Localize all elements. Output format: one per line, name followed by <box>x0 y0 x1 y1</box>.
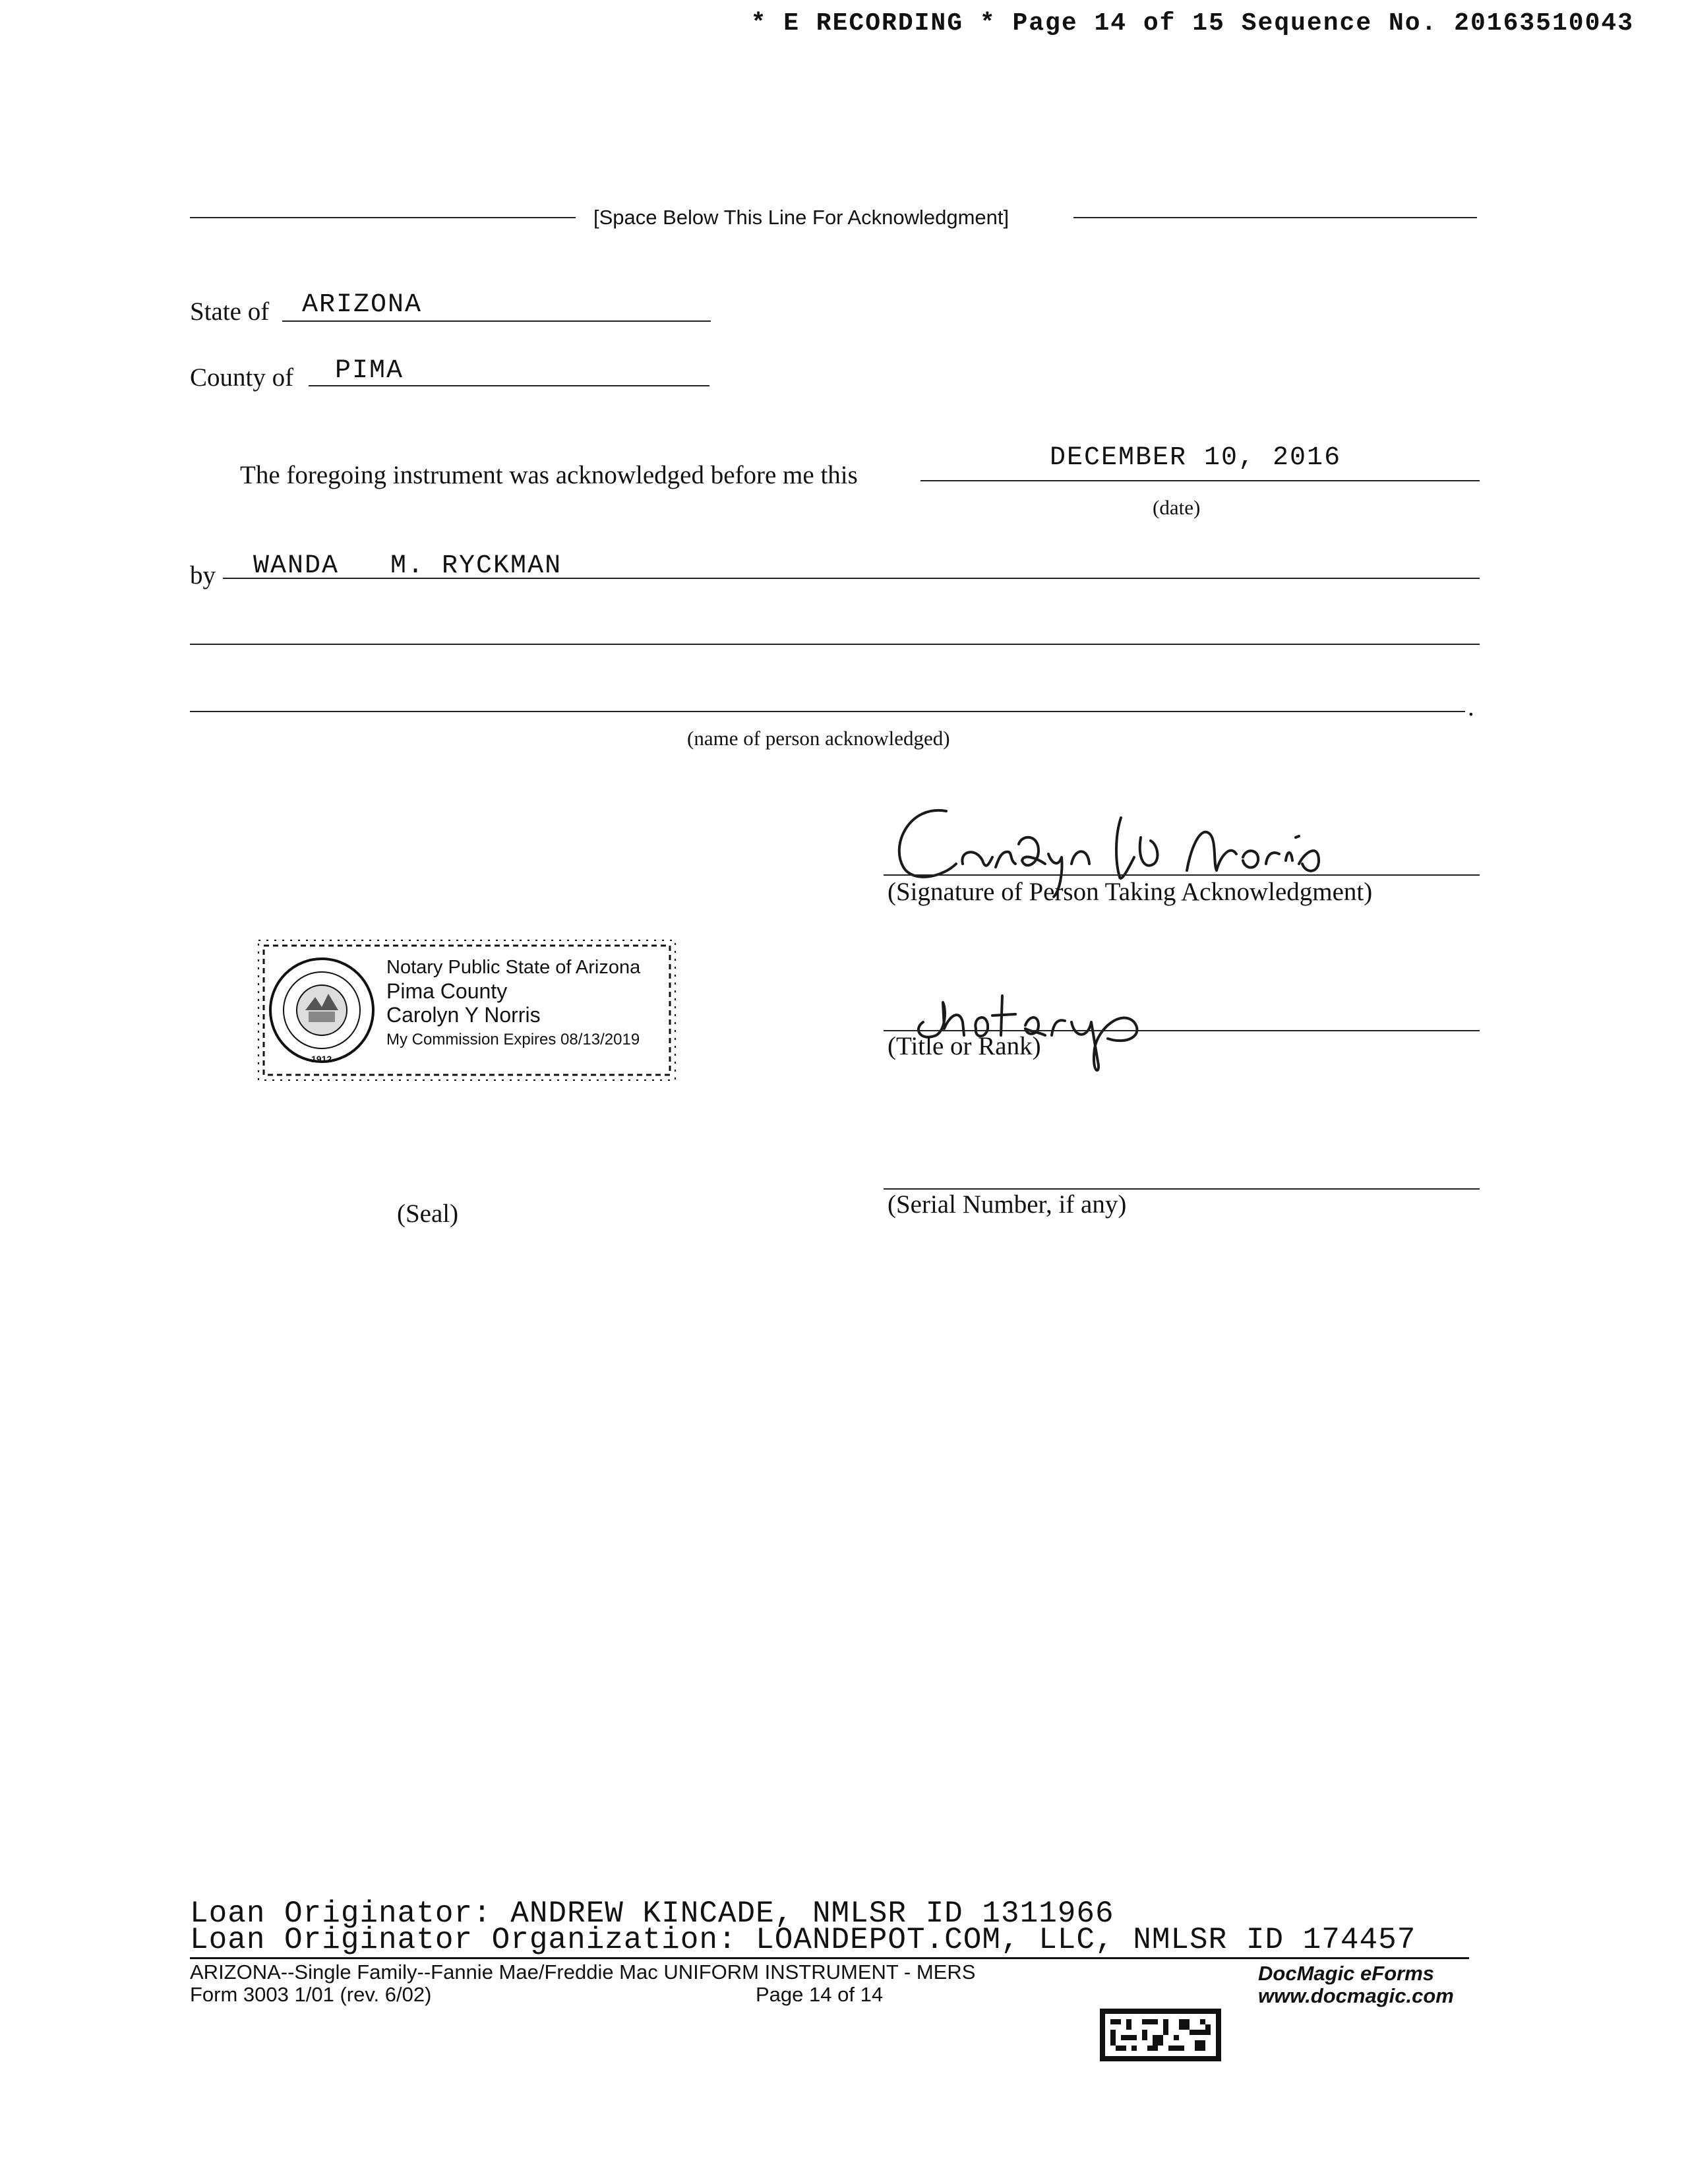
blank-line-2 <box>190 711 1465 712</box>
seal-line-4: My Commission Expires 08/13/2019 <box>386 1031 640 1048</box>
date-value: DECEMBER 10, 2016 <box>1050 443 1342 473</box>
brand-name: DocMagic eForms <box>1258 1962 1435 1985</box>
seal-line-3: Carolyn Y Norris <box>386 1003 541 1027</box>
title-handwriting <box>910 983 1226 1075</box>
name-caption: (name of person acknowledged) <box>687 727 950 750</box>
footer-rule <box>190 1957 1469 1959</box>
instrument-text: The foregoing instrument was acknowledged before me this <box>240 461 858 489</box>
loan-originator-organization: Loan Originator Organization: LOANDEPOT.COM, LLC, NMLSR ID 174457 <box>190 1923 1416 1957</box>
title-caption: (Title or Rank) <box>888 1032 1041 1060</box>
separator-line-left <box>190 217 576 218</box>
barcode-icon <box>1100 2009 1221 2061</box>
county-label: County of <box>190 363 294 392</box>
form-number: Form 3003 1/01 (rev. 6/02) <box>190 1983 432 2006</box>
form-description: ARIZONA--Single Family--Fannie Mae/Freddie Mac UNIFORM INSTRUMENT - MERS <box>190 1960 976 1984</box>
seal-line-1: Notary Public State of Arizona <box>386 957 641 978</box>
notary-seal-stamp <box>256 938 678 1083</box>
seal-caption: (Seal) <box>397 1199 459 1228</box>
seal-emblem-year: 1912 <box>311 1054 332 1064</box>
county-value: PIMA <box>335 356 404 386</box>
brand-url: www.docmagic.com <box>1258 1984 1454 2007</box>
acknowledgment-separator-label: [Space Below This Line For Acknowledgment] <box>593 206 1010 229</box>
page-number: Page 14 of 14 <box>756 1983 884 2006</box>
serial-caption: (Serial Number, if any) <box>888 1190 1127 1219</box>
date-underline <box>920 480 1480 481</box>
county-underline <box>309 385 709 386</box>
signature-caption: (Signature of Person Taking Acknowledgment) <box>888 878 1373 906</box>
by-underline <box>223 578 1480 579</box>
signature-underline <box>884 874 1480 876</box>
state-underline <box>282 320 711 322</box>
state-label: State of <box>190 297 270 326</box>
terminal-period: . <box>1468 693 1474 721</box>
by-label: by <box>190 561 216 590</box>
acknowledged-person-name: WANDA M. RYCKMAN <box>253 551 562 581</box>
separator-line-right <box>1073 217 1477 218</box>
recording-header: * E RECORDING * Page 14 of 15 Sequence No. 20163510043 <box>750 9 1634 38</box>
loan-originator: Loan Originator: ANDREW KINCADE, NMLSR ID 1311966 <box>190 1896 1114 1931</box>
blank-line-1 <box>190 644 1480 645</box>
date-caption: (date) <box>1153 496 1201 519</box>
state-value: ARIZONA <box>302 290 423 320</box>
seal-line-2: Pima County <box>386 979 508 1003</box>
